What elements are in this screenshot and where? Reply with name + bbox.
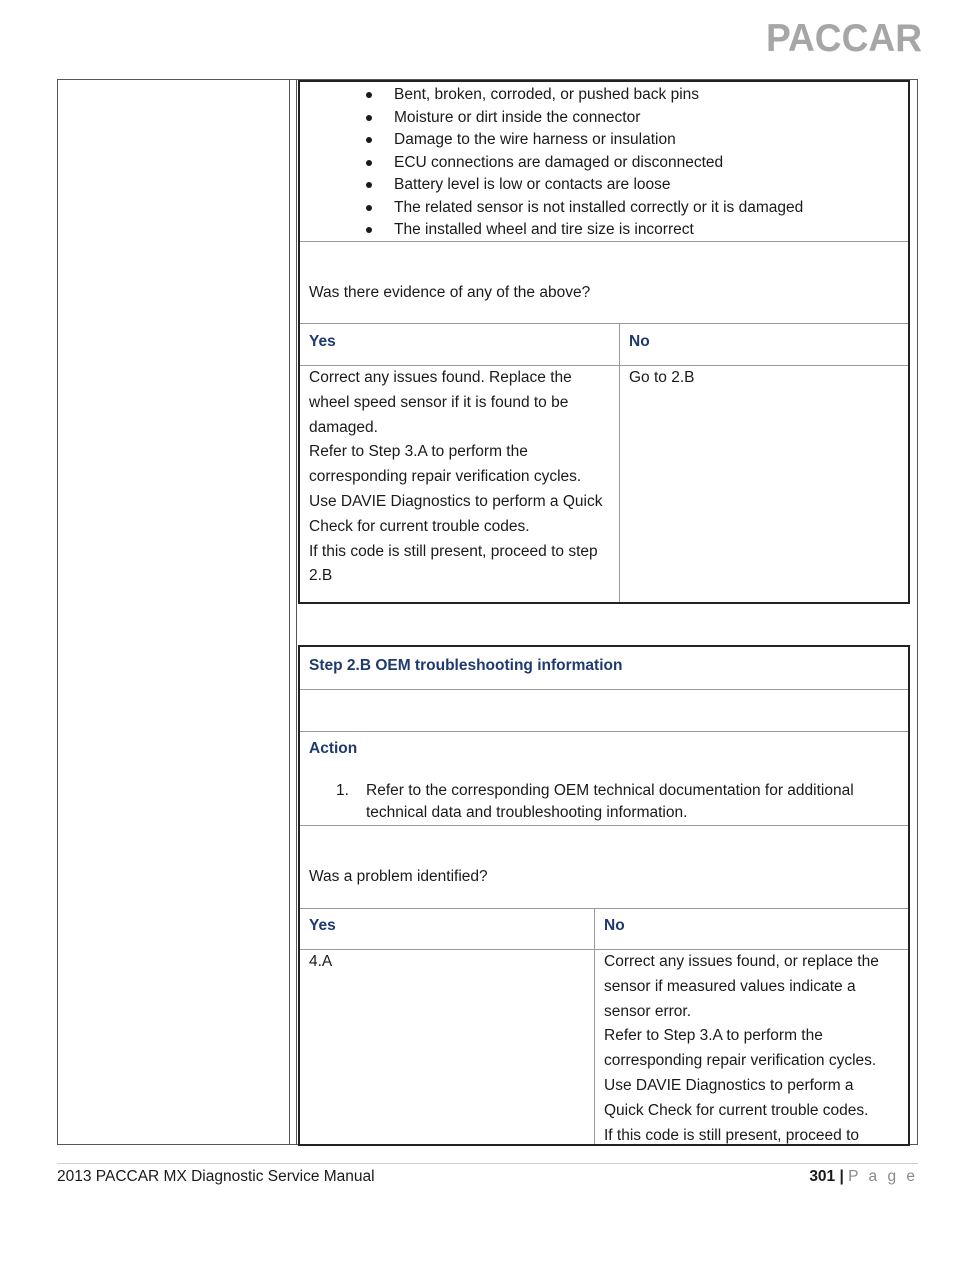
bullet-icon — [366, 227, 372, 233]
yes-body-cell — [300, 366, 620, 602]
page-number: 301 — [809, 1168, 836, 1185]
step-title-row — [300, 647, 908, 690]
yes-label: Yes — [309, 917, 336, 934]
question-text: Was there evidence of any of the above? — [309, 284, 591, 301]
instruction-line: If this code is still present, proceed to — [604, 1126, 860, 1144]
paccar-logo — [766, 18, 924, 56]
instruction-line: sensor error. — [604, 1002, 692, 1020]
bullet-icon — [366, 160, 372, 166]
checklist-item: The related sensor is not installed correctly or it is damaged — [366, 197, 803, 220]
bullet-icon — [366, 137, 372, 143]
no-body-cell — [620, 366, 908, 602]
instruction-line: Check for current trouble codes. — [309, 517, 530, 535]
no-header-cell — [595, 909, 908, 949]
yes-instructions — [309, 366, 613, 589]
question-text: Was a problem identified? — [309, 868, 488, 885]
checklist — [366, 84, 803, 242]
instruction-line: 2.B — [309, 567, 333, 585]
answer-header-row — [300, 909, 908, 950]
paccar-logo-mark — [766, 18, 924, 56]
bullet-icon — [366, 115, 372, 121]
footer-page — [809, 1168, 918, 1186]
checklist-item: Bent, broken, corroded, or pushed back pins — [366, 84, 803, 107]
no-label: No — [604, 917, 625, 934]
instruction-line: Refer to Step 3.A to perform the — [604, 1027, 823, 1045]
checklist-item: Battery level is low or contacts are loose — [366, 174, 803, 197]
no-instructions — [604, 950, 902, 1144]
step-title: Step 2.B OEM troubleshooting information — [309, 657, 623, 674]
yes-label: Yes — [309, 333, 336, 350]
action-line: Refer to the corresponding OEM technical documentation for additional — [366, 782, 854, 799]
instruction-line: Quick Check for current trouble codes. — [604, 1101, 869, 1119]
instruction-line: sensor if measured values indicate a — [604, 977, 856, 995]
footer-divider — [57, 1163, 918, 1164]
footer-title: 2013 PACCAR MX Diagnostic Service Manual — [57, 1168, 375, 1185]
instruction-line: Correct any issues found. Replace the — [309, 369, 572, 386]
checklist-row — [300, 82, 908, 242]
question-row — [300, 242, 908, 324]
checklist-item: Moisture or dirt inside the connector — [366, 107, 803, 130]
no-label: No — [629, 333, 650, 350]
checklist-item: ECU connections are damaged or disconnected — [366, 152, 803, 175]
logo-text: PACCAR — [766, 18, 922, 56]
instruction-line: Correct any issues found, or replace the — [604, 953, 879, 970]
bullet-icon — [366, 182, 372, 188]
step-b-table — [298, 645, 910, 1146]
checklist-item: The installed wheel and tire size is incorrect — [366, 219, 803, 242]
yes-header-cell — [300, 324, 620, 365]
instruction-line: corresponding repair verification cycles. — [604, 1052, 877, 1070]
yes-header-cell — [300, 909, 595, 949]
instruction-line: Use DAVIE Diagnostics to perform a Quick — [309, 492, 603, 510]
answer-body-row — [300, 366, 908, 602]
bullet-icon — [366, 92, 372, 98]
yes-body-cell — [300, 950, 595, 1144]
page-label: P a g e — [848, 1168, 918, 1185]
instruction-line: If this code is still present, proceed to step — [309, 542, 598, 560]
action-number: 1. — [336, 782, 349, 799]
answer-header-row — [300, 324, 908, 366]
column-divider — [296, 80, 297, 1144]
yes-instruction: 4.A — [309, 953, 333, 970]
page-separator: | — [839, 1168, 844, 1185]
no-body-cell — [595, 950, 908, 1144]
instruction-line: Use DAVIE Diagnostics to perform a — [604, 1076, 854, 1094]
column-divider — [289, 80, 290, 1144]
no-header-cell — [620, 324, 908, 365]
step-a-table — [298, 80, 910, 604]
action-row — [300, 732, 908, 826]
bullet-icon — [366, 205, 372, 211]
action-line: technical data and troubleshooting information. — [366, 804, 688, 821]
no-instruction: Go to 2.B — [629, 369, 695, 386]
checklist-item: Damage to the wire harness or insulation — [366, 129, 803, 152]
instruction-line: corresponding repair verification cycles. — [309, 468, 582, 486]
answer-body-row — [300, 950, 908, 1144]
question-row — [300, 826, 908, 909]
instruction-line: damaged. — [309, 418, 378, 436]
action-label: Action — [309, 740, 358, 757]
action-text — [366, 780, 854, 824]
empty-row — [300, 690, 908, 732]
instruction-line: Refer to Step 3.A to perform the — [309, 443, 528, 461]
instruction-line: wheel speed sensor if it is found to be — [309, 393, 569, 411]
